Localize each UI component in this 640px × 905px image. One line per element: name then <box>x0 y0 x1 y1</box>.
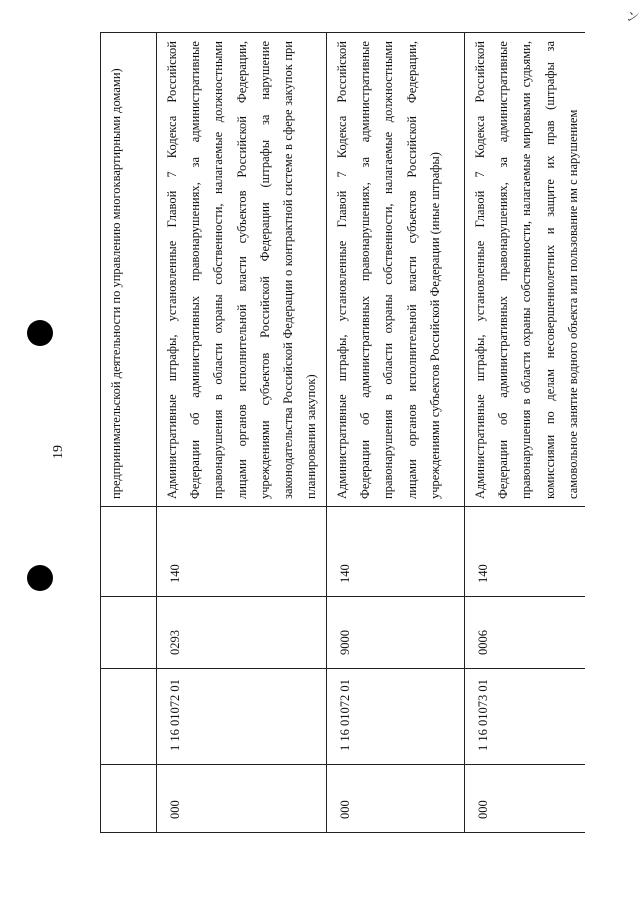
description-cell: Административные штрафы, установленные Главой 7 Кодекса Российской Федерации об административных правонарушениях, за административные правонарушения в области охраны собственности, налагаемые должностными лицами органов исполнительной власти субъектов Российской Федерации, учреждениями субъектов Российской Федерации (штрафы за нарушение законодательства Российской Федерации о контрактной системе в сфере закупок при планировании закупок) <box>165 41 319 499</box>
table-row-continuation <box>100 33 156 833</box>
corner-mark: ン <box>624 9 638 24</box>
table-column-divider <box>100 596 585 597</box>
income-code-cell: 1 16 01072 01 <box>168 679 182 751</box>
classification-code-cell: 140 <box>168 564 182 583</box>
table-row-divider <box>326 33 327 833</box>
table-column-divider <box>100 668 585 669</box>
table-row <box>464 33 585 833</box>
description-cell: Административные штрафы, установленные Главой 7 Кодекса Российской Федерации об административных правонарушениях, за административные правонарушения в области охраны собственности, налагаемые мировыми судьями, комиссиями по делам несовершеннолетних и защите их прав (штрафы за самовольное занятие водного объекта или пользование им с нарушением <box>473 41 580 499</box>
table-row-divider <box>464 33 465 833</box>
punch-hole-lower <box>27 565 53 591</box>
program-code-cell: 9000 <box>338 630 352 655</box>
classification-code-cell: 140 <box>476 564 490 583</box>
admin-code-cell: 000 <box>168 800 182 819</box>
classification-code-cell: 140 <box>338 564 352 583</box>
description-cell: Административные штрафы, установленные Главой 7 Кодекса Российской Федерации об административных правонарушениях, за административные правонарушения в области охраны собственности, налагаемые должностными лицами органов исполнительной власти субъектов Российской Федерации, учреждениями субъектов Российской Федерации (иные штрафы) <box>335 41 442 499</box>
continuation-text: предпринимательской деятельности по управлению многоквартирными домами) <box>109 68 123 499</box>
program-code-cell: 0006 <box>476 630 490 655</box>
table-row <box>156 33 326 833</box>
table-column-divider <box>100 764 585 765</box>
income-code-cell: 1 16 01073 01 <box>476 679 490 751</box>
punch-hole-upper <box>27 320 53 346</box>
page-number: 19 <box>51 445 66 459</box>
table-border-line <box>100 832 585 833</box>
table-column-divider <box>100 506 585 507</box>
table-row <box>326 33 464 833</box>
admin-code-cell: 000 <box>338 800 352 819</box>
table-border-line <box>100 32 585 33</box>
program-code-cell: 0293 <box>168 630 182 655</box>
table-border-line <box>100 33 101 833</box>
income-code-cell: 1 16 01072 01 <box>338 679 352 751</box>
admin-code-cell: 000 <box>476 800 490 819</box>
rotated-table <box>100 33 585 833</box>
table-row-divider <box>156 33 157 833</box>
